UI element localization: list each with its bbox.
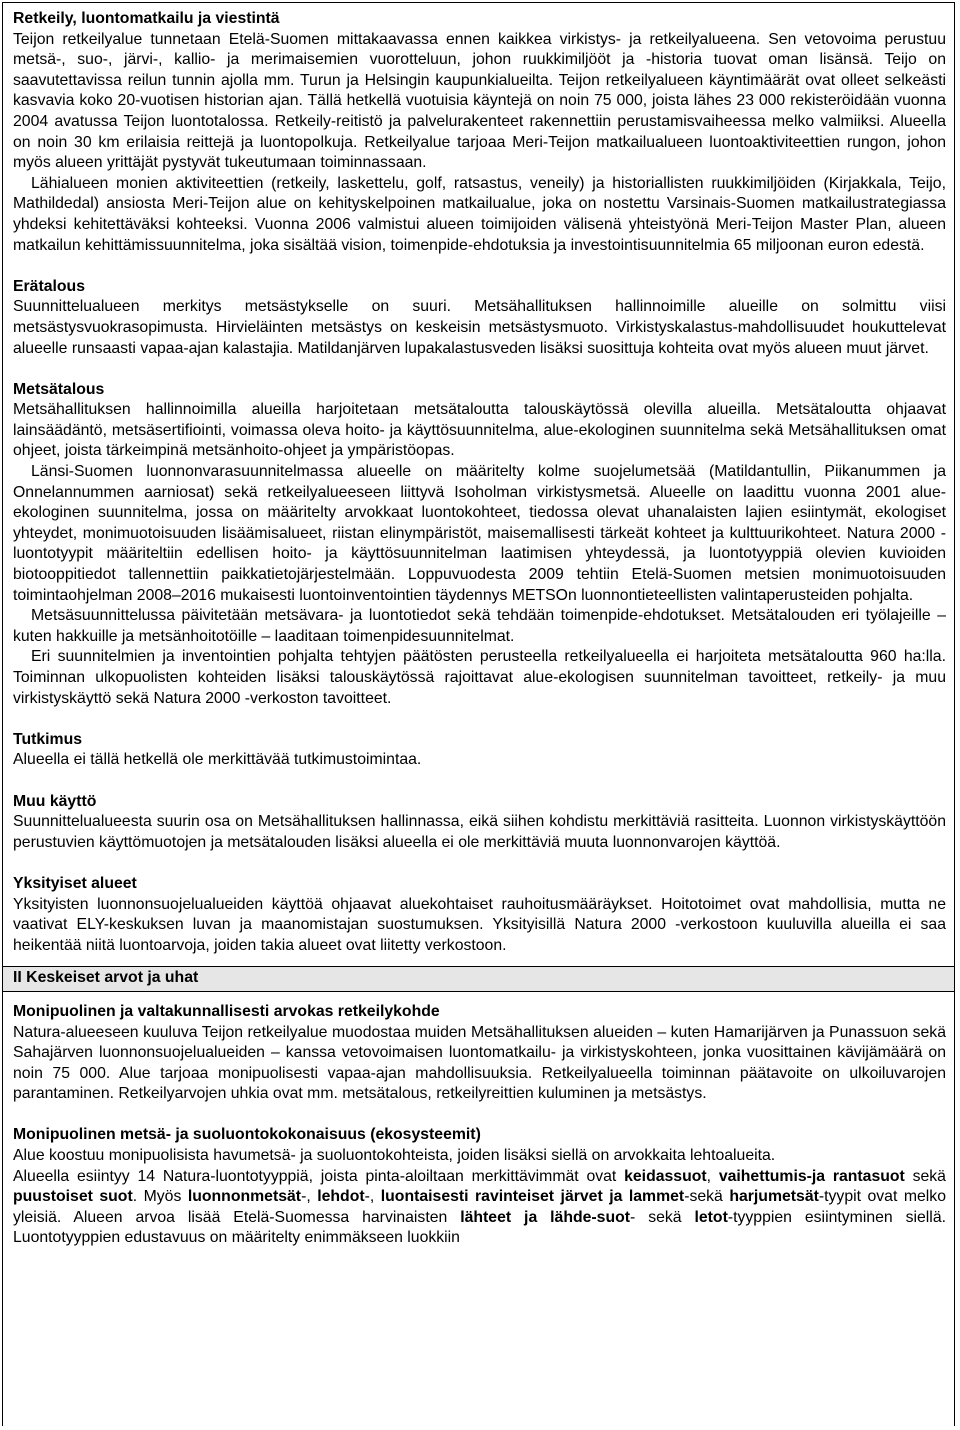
paragraph-tutkimus-1: Alueella ei tällä hetkellä ole merkittävää tutkimustoimintaa.	[13, 751, 422, 769]
bold-term: puustoiset suot	[13, 1188, 133, 1206]
spacer	[13, 1105, 946, 1126]
spacer	[13, 771, 946, 792]
heading-tutkimus: Tutkimus	[13, 730, 83, 748]
text-run: ,	[706, 1167, 719, 1185]
spacer	[13, 359, 946, 380]
bold-term: luonnonmetsät	[187, 1188, 302, 1206]
paragraph-metsatalous-1: Metsähallituksen hallinnoimilla alueilla harjoitetaan metsätaloutta talouskäytössä olevilla alueilla. Metsätaloutta ohjaavat lainsäädäntö, metsäsertifiointi, voimassa oleva hoito- ja käyttösuunnitelma, alue-ekologinen suunnitelma sekä Metsähallituksen omat ohjeet, joista tärkeimpinä metsänhoito-ohjeet ja ympäristöopas.	[13, 401, 946, 460]
paragraph-ekosysteemit-2	[13, 1167, 946, 1249]
text-run: . Myös	[132, 1188, 188, 1206]
paragraph-eratalous-1: Suunnittelualueen merkitys metsästykselle on suuri. Metsähallituksen hallinnoimille alueille on solmittu viisi metsästysvuokrasopimusta. Hirvieläinten metsästys on keskeisin metsästysmuoto. Virkistyskalastus-mahdollisuudet houkuttelevat alueelle runsaasti vapaa-ajan kalastajia. Matildanjärven lupakalastusveden lisäksi suosittuja kohteita ovat myös alueen muut järvet.	[13, 298, 946, 357]
bold-term: letot	[694, 1208, 728, 1226]
paragraph-metsatalous-3: Metsäsuunnittelussa päivitetään metsävara- ja luontotiedot sekä tehdään toimenpide-ehdotukset. Metsätalouden eri työlajeille – kuten hakkuille ja metsänhoitotöille – laaditaan toimenpidesuunnitelmat.	[13, 607, 946, 645]
paragraph-metsatalous-4: Eri suunnitelmien ja inventointien pohjalta tehtyjen päätösten perusteella retkeilyalueella ei harjoiteta metsätaloutta 960 ha:lla. Toiminnan ulkopuolisten kohteiden lisäksi talouskäytössä rajoittavat alue-ekologisen suunnitelman tavoitteet, retkeily- ja muu virkistyskäyttö sekä Natura 2000 -verkoston tavoitteet.	[13, 648, 946, 707]
text-run: - sekä	[630, 1208, 695, 1226]
paragraph-retkeily-2: Lähialueen monien aktiviteettien (retkeily, laskettelu, golf, ratsastus, veneily) ja historiallisten ruukkimiljöiden (Kirjakkala, Teijo, Mathildedal) ansiosta Meri-Teijon alue on kehityskelpoinen matkailualue, joka on nostettu Varsinais-Suomen matkailustrategiassa yhdeksi kehitettäväksi kohteeksi. Vuonna 2006 valmistui alueen toimijoiden välisenä yhteistyönä Meri-Teijon Master Plan, alueen matkailun kehittämissuunnitelma, joka sisältää vision, toimenpide-ehdotuksia ja investointisuunnitelmia 65 miljoonan euron edestä.	[13, 174, 946, 254]
text-run: -,	[364, 1188, 381, 1206]
text-run: -tyypit ovat melko yleisiä. Alueen arvoa lisää Etelä-Suomessa harvinaisten	[13, 1188, 946, 1226]
bold-term: luontaisesti ravinteiset järvet ja lammet	[380, 1188, 685, 1206]
heading-ekosysteemit: Monipuolinen metsä- ja suoluontokokonaisuus (ekosysteemit)	[13, 1126, 481, 1144]
heading-monipuolinen: Monipuolinen ja valtakunnallisesti arvokas retkeilykohde	[13, 1002, 440, 1020]
bold-term: keidassuot	[624, 1167, 707, 1185]
heading-retkeily: Retkeily, luontomatkailu ja viestintä	[13, 10, 280, 27]
bold-term: lehdot	[317, 1188, 365, 1206]
paragraph-metsatalous-2: Länsi-Suomen luonnonvarasuunnitelmassa alueelle on määritelty kolme suojelumetsää (Matildantullin, Piikanummen ja Onnelannummen aarniosat) sekä retkeilyalueeseen liittyvä Isoholman virkistysmetsä. Alueelle on laadittu vuonna 2001 alue-ekologinen suunnitelma, jossa on määritelty arvokkaat luontokohteet, tiedossa olevat uhanalaisten lajien esiintymät, ekologiset yhteydet, monimuotoisuuden lisäämisalueet, riistan elinympäristöt, maisemallisesti tärkeät kohteet ja kulttuurikohteet. Natura 2000 -luontotyypit määriteltiin edellisen hoito- ja käyttösuunnitelman laatimisen yhteydessä, ja luontotyyppiä olevien kuvioiden biotooppitiedot tallennettiin paikkatietojärjestelmään. Loppuvuodesta 2009 tehtiin Etelä-Suomen metsien monimuotoisuuden toimintaohjelman 2008–2016 mukaisesti luontoinventointien täydennys METSOn luonnontieteellisten valintaperusteiden pohjalta.	[13, 463, 946, 604]
bold-term: vaihettumis-ja rantasuot	[718, 1167, 905, 1185]
heading-metsatalous: Metsätalous	[13, 380, 105, 398]
spacer	[13, 256, 946, 277]
paragraph-ekosysteemit-1: Alue koostuu monipuolisista havumetsä- ja suoluontokohteista, joiden lisäksi siellä on arvokkaita lehtoalueita.	[13, 1147, 776, 1165]
document-page	[2, 2, 955, 1426]
spacer	[13, 853, 946, 874]
paragraph-yksityiset-1: Yksityisten luonnonsuojelualueiden käyttöä ohjaavat aluekohtaiset rauhoitusmääräykset. Hoitotoimet ovat mahdollisia, mutta ne vaativat ELY-keskuksen luvan ja maanomistajan suostumuksen. Yksityisillä Natura 2000 -verkostoon kuuluvilla alueilla ei saa heikentää niitä luontoarvoja, joiden takia alueet ovat liitetty verkostoon.	[13, 895, 946, 954]
bold-term: lähteet ja lähde-suot	[460, 1208, 631, 1226]
bold-term: harjumetsät	[729, 1188, 819, 1206]
paragraph-monipuolinen-1: Natura-alueeseen kuuluva Teijon retkeilyalue muodostaa muiden Metsähallituksen alueiden – kuten Hamarijärven ja Punassuon sekä Sahajärven luonnonsuojelualueiden – kanssa vetovoimaisen luontomatkailu- ja virkistyskohteen, jonka vuosittainen kävijämäärä on noin 75 000. Alue tarjoaa monipuolisesti vapaa-ajan mahdollisuuksia. Retkeilyalueella toiminnan päätavoite on ulkoiluvarojen parantaminen. Retkeilyarvojen uhkia ovat mm. metsätalous, retkeilyreittien kuluminen ja metsästys.	[13, 1023, 946, 1103]
text-run: sekä	[904, 1167, 946, 1185]
spacer	[13, 709, 946, 730]
heading-muu-kaytto: Muu käyttö	[13, 792, 97, 810]
text-run: -sekä	[684, 1188, 730, 1206]
paragraph-retkeily-1: Teijon retkeilyalue tunnetaan Etelä-Suomen mittakaavassa ennen kaikkea virkistys- ja retkeilyalueena. Sen vetovoima perustuu metsä-, suo-, järvi-, kallio- ja merimaisemien vuorotteluun, johon ruukkimiljööt ja -historia tuovat oman lisänsä. Teijo on saavutettavissa reilun tunnin ajolla mm. Turun ja Helsingin kaupunkialueilta. Teijon retkeilyalueen käyntimäärät ovat olleet selkeästi kasvavia koko 20-vuotisen historian ajan. Tällä hetkellä vuotuisia käyntejä on noin 75 000, joista lähes 23 000 rekisteröidään vuonna 2004 avatussa Teijon luontotalossa. Retkeily-reitistö ja palvelurakenteet rakennettiin perustamisvaiheessa melko valmiiksi. Alueella on noin 30 km erilaisia reittejä ja luontopolkuja. Retkeilyalue tarjoaa Meri-Teijon matkailualueen luontoaktiviteettien rungon, johon myös alueen yrittäjät pystyvät tukeutumaan toiminnassaan.	[13, 30, 946, 172]
heading-yksityiset: Yksityiset alueet	[13, 874, 137, 892]
section-banner: II Keskeiset arvot ja uhat	[3, 966, 954, 992]
text-run: -,	[301, 1188, 318, 1206]
text-run: Alueella esiintyy 14 Natura-luontotyyppiä, joista pinta-aloiltaan merkittävimmät ovat	[13, 1167, 625, 1185]
text-run: -tyyppien esiintyminen siellä. Luontotyyppien edustavuus on määritelty enimmäkseen luokkiin	[13, 1208, 946, 1247]
paragraph-muu-kaytto-1: Suunnittelualueesta suurin osa on Metsähallituksen hallinnassa, eikä siihen kohdistu merkittäviä rasitteita. Luonnon virkistyskäyttöön perustuvien käyttömuotojen ja metsätalouden lisäksi alueella ei ole merkittäviä muuta luonnonvarojen käyttöä.	[13, 813, 946, 851]
page-content	[13, 9, 946, 1249]
heading-eratalous: Erätalous	[13, 277, 85, 295]
